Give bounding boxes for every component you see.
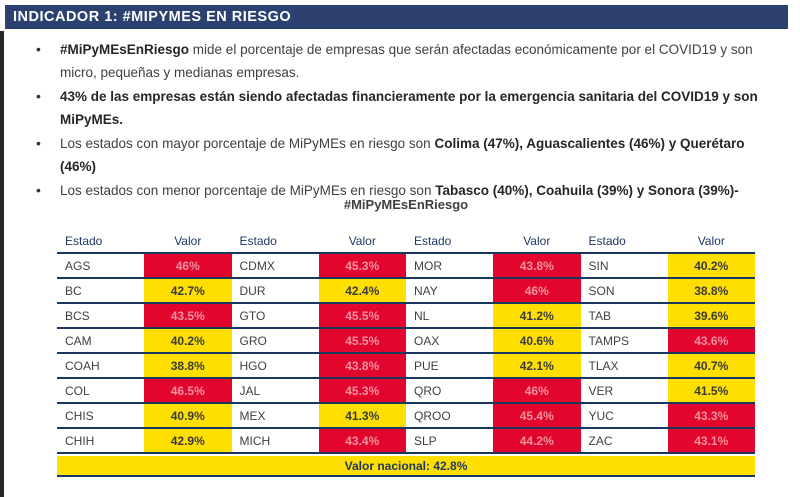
- estado-cell: GTO: [232, 304, 319, 327]
- bullet-normal-text: Los estados con mayor porcentaje de MiPyMEs en riesgo son: [60, 136, 435, 151]
- table-row: [57, 254, 755, 279]
- bullet-normal-text: Los estados con menor porcentaje de MiPyMEs en riesgo son: [60, 183, 436, 198]
- valor-cell: 40.9%: [144, 404, 232, 427]
- table-row: [57, 354, 755, 379]
- valor-cell: 40.2%: [668, 254, 756, 277]
- bullet-item-highest-states: [20, 132, 775, 178]
- column-header: Estado: [414, 234, 452, 248]
- states-risk-table: [57, 230, 755, 477]
- estado-cell: CHIS: [57, 404, 144, 427]
- section-header-bar: [5, 5, 788, 29]
- bullet-bold-text: Tabasco (40%), Coahuila (39%) y Sonora (39%)-: [435, 183, 739, 198]
- valor-cell: 45.5%: [319, 304, 407, 327]
- valor-cell: 43.8%: [493, 254, 581, 277]
- table-row: [57, 404, 755, 429]
- table-body: [57, 254, 755, 454]
- valor-cell: 41.5%: [668, 379, 756, 402]
- estado-cell: NAY: [406, 279, 493, 302]
- national-value-row: [57, 456, 755, 477]
- estado-cell: CAM: [57, 329, 144, 352]
- table-row: [57, 379, 755, 404]
- valor-cell: 42.4%: [319, 279, 407, 302]
- table-title: #MiPyMEsEnRiesgo: [343, 197, 469, 212]
- valor-cell: 43.1%: [668, 429, 756, 452]
- table-row: [57, 429, 755, 454]
- estado-cell: TLAX: [581, 354, 668, 377]
- estado-cell: GRO: [232, 329, 319, 352]
- estado-cell: HGO: [232, 354, 319, 377]
- estado-cell: COL: [57, 379, 144, 402]
- table-header-row: [57, 230, 755, 254]
- estado-cell: QROO: [406, 404, 493, 427]
- valor-cell: 46.5%: [144, 379, 232, 402]
- national-value-label: Valor nacional: 42.8%: [344, 458, 468, 473]
- column-header: Valor: [697, 234, 725, 248]
- bullet-list: [20, 38, 775, 203]
- valor-cell: 42.9%: [144, 429, 232, 452]
- estado-cell: VER: [581, 379, 668, 402]
- estado-cell: PUE: [406, 354, 493, 377]
- estado-cell: COAH: [57, 354, 144, 377]
- valor-cell: 45.3%: [319, 379, 407, 402]
- valor-cell: 41.2%: [493, 304, 581, 327]
- estado-cell: BCS: [57, 304, 144, 327]
- valor-cell: 43.5%: [144, 304, 232, 327]
- scan-edge-artifact: [0, 31, 4, 497]
- bullet-bold-text: 43% de las empresas están siendo afectadas financieramente por la emergencia sanitaria del COVID19 y son MiPyMEs.: [60, 89, 758, 127]
- valor-cell: 40.2%: [144, 329, 232, 352]
- bullet-bold-text: Colima (47%), Aguascalientes (46%) y Querétaro (46%): [60, 136, 745, 174]
- estado-cell: QRO: [406, 379, 493, 402]
- estado-cell: OAX: [406, 329, 493, 352]
- column-header: Estado: [588, 234, 626, 248]
- estado-cell: JAL: [232, 379, 319, 402]
- valor-cell: 46%: [493, 279, 581, 302]
- column-header: Valor: [523, 234, 551, 248]
- bullet-normal-text: mide el porcentaje de empresas que serán afectadas económicamente por el COVID19 y son micro, pequeñas y medianas empresas.: [60, 42, 753, 80]
- table-row: [57, 304, 755, 329]
- valor-cell: 39.6%: [668, 304, 756, 327]
- estado-cell: DUR: [232, 279, 319, 302]
- estado-cell: TAMPS: [581, 329, 668, 352]
- estado-cell: CDMX: [232, 254, 319, 277]
- bullet-bold-text: #MiPyMEsEnRiesgo: [60, 42, 190, 57]
- valor-cell: 41.3%: [319, 404, 407, 427]
- valor-cell: 45.3%: [319, 254, 407, 277]
- table-row: [57, 329, 755, 354]
- column-header: Estado: [65, 234, 103, 248]
- estado-cell: MOR: [406, 254, 493, 277]
- valor-cell: 43.6%: [668, 329, 756, 352]
- estado-cell: ZAC: [581, 429, 668, 452]
- estado-cell: CHIH: [57, 429, 144, 452]
- valor-cell: 43.3%: [668, 404, 756, 427]
- valor-cell: 42.7%: [144, 279, 232, 302]
- column-header: Valor: [174, 234, 202, 248]
- table-row: [57, 279, 755, 304]
- valor-cell: 40.6%: [493, 329, 581, 352]
- valor-cell: 45.4%: [493, 404, 581, 427]
- section-title: INDICADOR 1: #MIPYMES EN RIESGO: [13, 9, 292, 25]
- column-header: Valor: [348, 234, 376, 248]
- valor-cell: 46%: [144, 254, 232, 277]
- estado-cell: AGS: [57, 254, 144, 277]
- estado-cell: MICH: [232, 429, 319, 452]
- valor-cell: 45.5%: [319, 329, 407, 352]
- valor-cell: 38.8%: [668, 279, 756, 302]
- estado-cell: SIN: [581, 254, 668, 277]
- valor-cell: 40.7%: [668, 354, 756, 377]
- column-header: Estado: [239, 234, 277, 248]
- estado-cell: SLP: [406, 429, 493, 452]
- estado-cell: MEX: [232, 404, 319, 427]
- valor-cell: 43.4%: [319, 429, 407, 452]
- valor-cell: 43.8%: [319, 354, 407, 377]
- bullet-item-national-stat: [20, 85, 775, 131]
- estado-cell: YUC: [581, 404, 668, 427]
- valor-cell: 44.2%: [493, 429, 581, 452]
- estado-cell: TAB: [581, 304, 668, 327]
- valor-cell: 42.1%: [493, 354, 581, 377]
- bullet-item-definition: [20, 38, 775, 84]
- estado-cell: BC: [57, 279, 144, 302]
- valor-cell: 38.8%: [144, 354, 232, 377]
- estado-cell: NL: [406, 304, 493, 327]
- valor-cell: 46%: [493, 379, 581, 402]
- estado-cell: SON: [581, 279, 668, 302]
